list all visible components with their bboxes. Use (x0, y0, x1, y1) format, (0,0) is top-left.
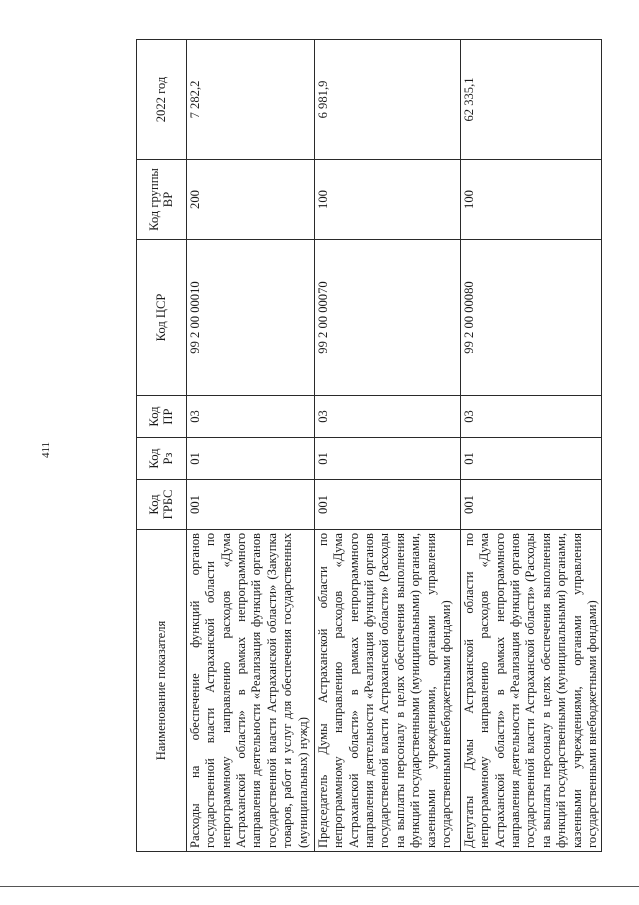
row-amount: 6 981,9 (315, 40, 461, 160)
row-name: Депутаты Думы Астраханской области по непрограммному направлению расходов «Дума Астраханской области» в рамках непрограммного направления деятельности «Реализация функций органов государственной власти Астраханской области» (Расходы на выплаты персоналу в целях обеспечения выполнения функций государственными (муниципальными) органами, казенными учреждениями, органами управления государственными внебюджетными фондами) (461, 530, 602, 852)
table-row (461, 40, 602, 852)
row-pr: 03 (187, 396, 315, 438)
row-grbs: 001 (187, 480, 315, 530)
row-csr: 99 2 00 00010 (187, 240, 315, 396)
row-csr: 99 2 00 00080 (461, 240, 602, 396)
row-name: Расходы на обеспечение функций органов государственной власти Астраханской области по непрограммному направлению расходов «Дума Астраханской области» в рамках непрограммного направления деятельности «Реализация функций органов государственной власти Астраханской области» (Закупка товаров, работ и услуг для обеспечения государственных (муниципальных) нужд) (187, 530, 315, 852)
header-pr: Код ПР (137, 396, 187, 438)
row-pr: 03 (315, 396, 461, 438)
row-rz: 01 (187, 438, 315, 480)
header-vr: Код группы ВР (137, 160, 187, 240)
row-grbs: 001 (461, 480, 602, 530)
row-vr: 200 (187, 160, 315, 240)
row-amount: 62 335,1 (461, 40, 602, 160)
row-grbs: 001 (315, 480, 461, 530)
row-name: Председатель Думы Астраханской области по непрограммному направлению расходов «Дума Астраханской области» в рамках непрограммного направления деятельности «Реализация функций органов государственной власти Астраханской области» (Расходы на выплаты персоналу в целях обеспечения выполнения функций государственными (муниципальными) органами, казенными учреждениями, органами управления государственными внебюджетными фондами) (315, 530, 461, 852)
row-pr: 03 (461, 396, 602, 438)
page-bottom-rule (0, 886, 639, 887)
row-amount: 7 282,2 (187, 40, 315, 160)
budget-table (136, 39, 602, 852)
header-rz: Код Рз (137, 438, 187, 480)
header-name: Наименование показателя (137, 530, 187, 852)
table-header-row (137, 40, 187, 852)
row-rz: 01 (315, 438, 461, 480)
rotated-page-content (136, 40, 599, 852)
page-number: 411 (40, 441, 52, 459)
header-csr: Код ЦСР (137, 240, 187, 396)
row-vr: 100 (461, 160, 602, 240)
row-csr: 99 2 00 00070 (315, 240, 461, 396)
row-rz: 01 (461, 438, 602, 480)
header-grbs: Код ГРБС (137, 480, 187, 530)
row-vr: 100 (315, 160, 461, 240)
header-year: 2022 год (137, 40, 187, 160)
table-row (187, 40, 315, 852)
table-row (315, 40, 461, 852)
